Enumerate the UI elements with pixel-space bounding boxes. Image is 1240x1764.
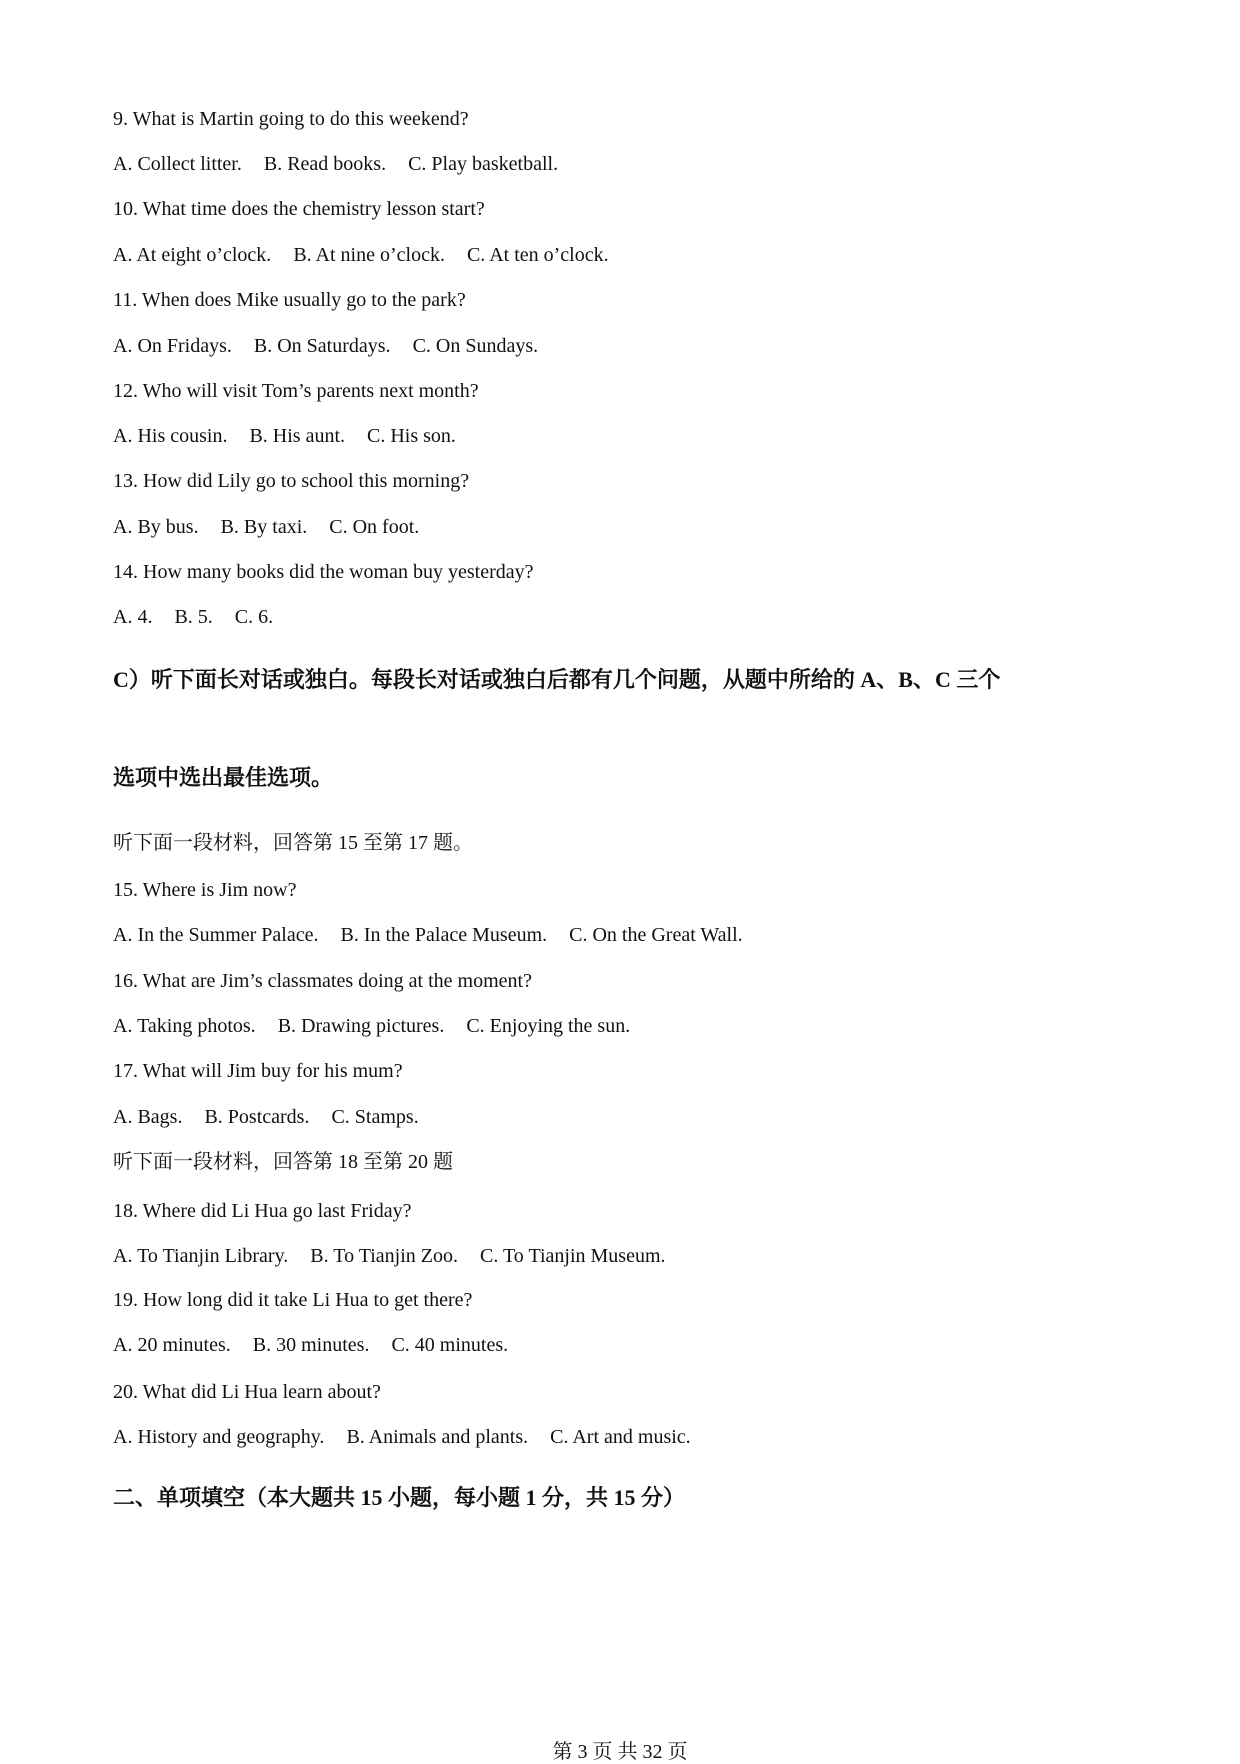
question-text: 听下面一段材料，回答第 18 至第 20 题 xyxy=(113,1151,453,1173)
option-b: B. His aunt. xyxy=(249,425,346,447)
question-text: 17. What will Jim buy for his mum? xyxy=(113,1060,403,1082)
option-a: A. Taking photos. xyxy=(113,1015,256,1037)
question-text: 15. Where is Jim now? xyxy=(113,879,297,901)
option-b: B. By taxi. xyxy=(220,516,308,538)
option-c: C. 6. xyxy=(234,606,274,628)
option-c: C. Stamps. xyxy=(331,1106,419,1128)
option-c: C. On the Great Wall. xyxy=(569,924,743,946)
section-heading: 选项中选出最佳选项。 xyxy=(113,765,334,790)
option-a: A. 20 minutes. xyxy=(113,1334,231,1356)
option-c: C. On foot. xyxy=(329,516,420,538)
option-b: B. On Saturdays. xyxy=(253,335,391,357)
page-footer: 第 3 页 共 32 页 xyxy=(552,1741,688,1763)
option-c: C. 40 minutes. xyxy=(391,1334,509,1356)
option-b: B. Read books. xyxy=(263,153,387,175)
option-b: B. To Tianjin Zoo. xyxy=(310,1245,458,1267)
answer-options xyxy=(113,1333,530,1357)
option-a: A. In the Summer Palace. xyxy=(113,924,319,946)
answer-options xyxy=(113,152,580,176)
option-c: C. Play basketball. xyxy=(408,153,559,175)
answer-options xyxy=(113,605,295,629)
option-b: B. 5. xyxy=(174,606,213,628)
option-c: C. Enjoying the sun. xyxy=(466,1015,631,1037)
option-a: A. Bags. xyxy=(113,1106,183,1128)
question-text: 12. Who will visit Tom’s parents next month? xyxy=(113,380,479,402)
option-a: A. 4. xyxy=(113,606,153,628)
answer-options xyxy=(113,334,560,358)
option-a: A. On Fridays. xyxy=(113,335,232,357)
option-a: A. His cousin. xyxy=(113,425,228,447)
option-c: C. To Tianjin Museum. xyxy=(480,1245,666,1267)
option-a: A. At eight o’clock. xyxy=(113,244,272,266)
option-c: C. At ten o’clock. xyxy=(466,244,609,266)
question-text: 18. Where did Li Hua go last Friday? xyxy=(113,1200,412,1222)
section-heading: 二、单项填空（本大题共 15 小题，每小题 1 分，共 15 分） xyxy=(113,1485,686,1510)
option-a: A. By bus. xyxy=(113,516,199,538)
question-text: 19. How long did it take Li Hua to get there? xyxy=(113,1289,473,1311)
question-text: 10. What time does the chemistry lesson start? xyxy=(113,198,485,220)
option-a: A. To Tianjin Library. xyxy=(113,1245,289,1267)
question-text: 听下面一段材料，回答第 15 至第 17 题。 xyxy=(113,832,473,854)
option-c: C. On Sundays. xyxy=(412,335,539,357)
answer-options xyxy=(113,923,765,947)
section-heading: C）听下面长对话或独白。每段长对话或独白后都有几个问题，从题中所给的 A、B、C 三个 xyxy=(113,667,1001,692)
question-text: 20. What did Li Hua learn about? xyxy=(113,1381,381,1403)
option-c: C. Art and music. xyxy=(550,1426,691,1448)
answer-options xyxy=(113,243,631,267)
option-a: A. History and geography. xyxy=(113,1426,325,1448)
question-text: 9. What is Martin going to do this weekend? xyxy=(113,108,469,130)
answer-options xyxy=(113,1244,688,1268)
question-text: 16. What are Jim’s classmates doing at the moment? xyxy=(113,970,532,992)
question-text: 13. How did Lily go to school this morning? xyxy=(113,470,470,492)
answer-options xyxy=(113,1105,441,1129)
question-text: 14. How many books did the woman buy yesterday? xyxy=(113,561,534,583)
option-b: B. 30 minutes. xyxy=(252,1334,370,1356)
option-b: B. At nine o’clock. xyxy=(293,244,445,266)
option-b: B. Animals and plants. xyxy=(346,1426,529,1448)
option-b: B. Postcards. xyxy=(204,1106,310,1128)
option-b: B. In the Palace Museum. xyxy=(340,924,548,946)
option-b: B. Drawing pictures. xyxy=(277,1015,445,1037)
option-a: A. Collect litter. xyxy=(113,153,242,175)
answer-options xyxy=(113,1425,713,1449)
option-c: C. His son. xyxy=(367,425,456,447)
question-text: 11. When does Mike usually go to the park? xyxy=(113,289,466,311)
answer-options xyxy=(113,1014,652,1038)
answer-options xyxy=(113,424,478,448)
answer-options xyxy=(113,515,441,539)
